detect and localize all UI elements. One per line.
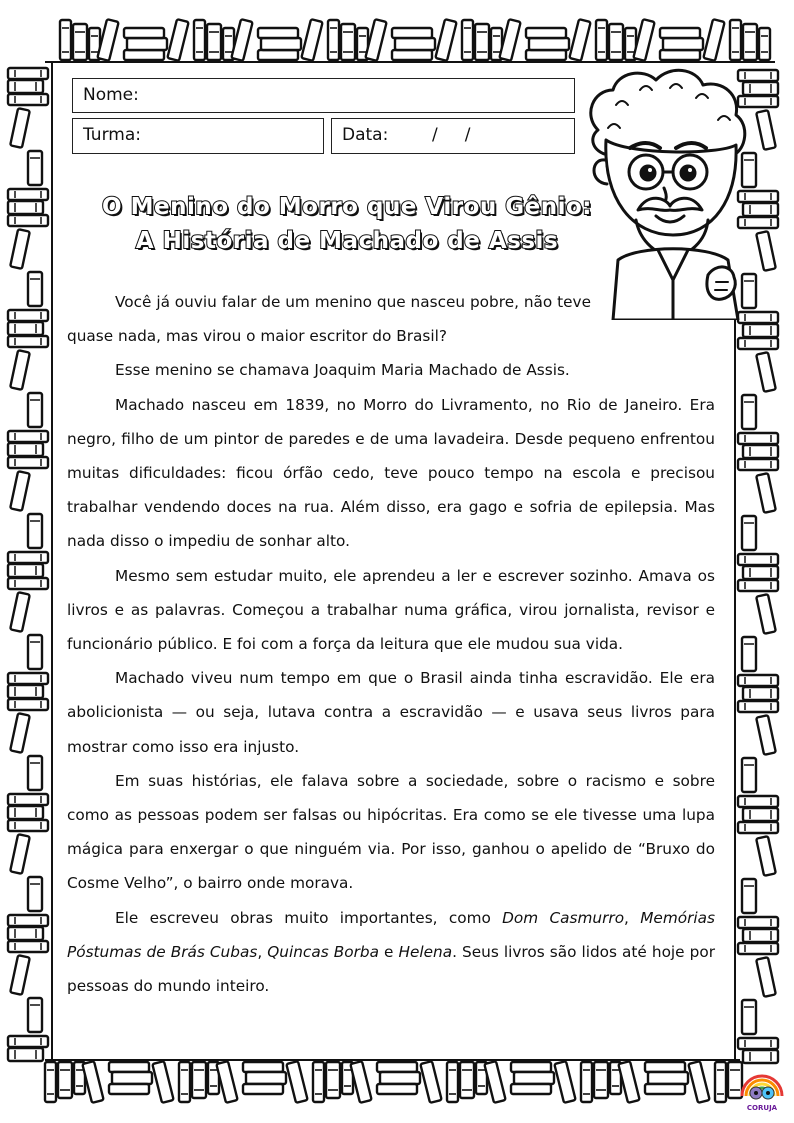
- border-book: [28, 756, 42, 790]
- border-book: [475, 24, 489, 60]
- border-book: [8, 94, 48, 105]
- border-book: [8, 806, 43, 819]
- border-book: [511, 1084, 551, 1094]
- border-book: [738, 917, 778, 928]
- border-book: [511, 1062, 551, 1072]
- border-book: [738, 822, 778, 833]
- border-book: [756, 473, 776, 513]
- border-book: [738, 554, 778, 565]
- border-book: [377, 1062, 417, 1072]
- border-book: [179, 1062, 190, 1102]
- border-book: [756, 594, 776, 634]
- border-book: [447, 1062, 458, 1102]
- border-book: [8, 699, 48, 710]
- border-book: [28, 151, 42, 185]
- border-book: [742, 879, 756, 913]
- story-text: [67, 285, 715, 1003]
- border-book: [462, 20, 473, 60]
- book-title-memorias-postumas: Memórias Póstumas de Brás Cubas: [67, 908, 715, 961]
- border-book: [392, 28, 432, 38]
- border-book: [743, 808, 778, 821]
- border-book: [526, 28, 566, 38]
- separator: ,: [257, 942, 268, 961]
- border-book: [645, 1062, 685, 1072]
- border-book: [514, 1072, 554, 1084]
- border-book: [703, 19, 724, 61]
- border-book: [738, 1038, 778, 1049]
- class-field[interactable]: [72, 118, 324, 154]
- paragraph-7-outro: . Seus livros são lidos até hoje por pessoas do mundo inteiro.: [67, 942, 715, 996]
- border-book: [743, 687, 778, 700]
- paragraph-5: Machado viveu num tempo em que o Brasil ainda tinha escravidão. Ele era abolicionista — ou seja, lutava contra a escravidão — e usava seus livros para mostrar como isso era injusto.: [67, 669, 715, 756]
- border-book: [8, 322, 43, 335]
- border-book: [756, 352, 776, 392]
- paragraph-2: Esse menino se chamava Joaquim Maria Machado de Assis.: [115, 361, 570, 380]
- border-book: [8, 673, 48, 684]
- border-book: [10, 229, 30, 269]
- border-book: [738, 943, 778, 954]
- border-book: [460, 1062, 474, 1098]
- border-book: [609, 24, 623, 60]
- border-book: [192, 1062, 206, 1098]
- border-book: [243, 1062, 283, 1072]
- border-book: [73, 24, 87, 60]
- border-book: [743, 445, 778, 458]
- border-book: [109, 1062, 149, 1072]
- mascot-illustration: [578, 60, 778, 320]
- border-book: [738, 338, 778, 349]
- border-book: [743, 324, 778, 337]
- border-book: [8, 578, 48, 589]
- border-book: [377, 1084, 417, 1094]
- border-book: [738, 580, 778, 591]
- paragraph-7: [67, 901, 715, 1004]
- separator: ,: [624, 908, 641, 927]
- border-book: [660, 50, 700, 60]
- border-book: [243, 1084, 283, 1094]
- logo-text: CORUJA: [746, 1104, 778, 1112]
- border-book: [28, 514, 42, 548]
- date-label: Data:: [342, 125, 389, 145]
- border-book: [112, 1072, 152, 1084]
- border-book: [648, 1072, 688, 1084]
- border-book: [738, 796, 778, 807]
- border-book: [594, 1062, 608, 1098]
- border-book: [194, 20, 205, 60]
- book-title-dom-casmurro: Dom Casmurro: [502, 908, 625, 927]
- border-book: [109, 1084, 149, 1094]
- border-book: [28, 635, 42, 669]
- border-book: [380, 1072, 420, 1084]
- border-book: [756, 715, 776, 755]
- border-book: [8, 189, 48, 200]
- border-book: [663, 38, 703, 50]
- border-book: [60, 20, 71, 60]
- border-book: [261, 38, 301, 50]
- book-title-quincas-borba: Quincas Borba: [267, 942, 379, 961]
- border-book: [715, 1062, 726, 1102]
- paragraph-7-intro: Ele escreveu obras muito importantes, como: [115, 908, 503, 927]
- border-book: [10, 713, 30, 753]
- border-book: [554, 1061, 575, 1103]
- border-book: [8, 215, 48, 226]
- border-book: [301, 19, 322, 61]
- border-book: [258, 28, 298, 38]
- border-book: [207, 24, 221, 60]
- border-book: [8, 336, 48, 347]
- owl-logo-icon: [738, 1066, 786, 1112]
- border-book: [8, 794, 48, 805]
- border-book: [45, 1062, 56, 1102]
- border-book: [246, 1072, 286, 1084]
- border-book: [8, 431, 48, 442]
- border-book: [688, 1061, 709, 1103]
- border-book: [258, 50, 298, 60]
- border-book: [738, 459, 778, 470]
- border-book: [743, 566, 778, 579]
- border-book: [8, 1036, 48, 1047]
- border-book: [742, 758, 756, 792]
- title-line-1: O Menino do Morro que Virou Gênio:: [102, 194, 592, 220]
- border-book: [742, 637, 756, 671]
- border-book: [326, 1062, 340, 1098]
- border-book: [759, 28, 770, 60]
- border-book: [28, 877, 42, 911]
- border-book: [152, 1061, 173, 1103]
- border-book: [392, 50, 432, 60]
- border-book: [10, 471, 30, 511]
- border-book: [8, 457, 48, 468]
- border-book: [8, 820, 48, 831]
- border-book: [435, 19, 456, 61]
- border-book: [10, 834, 30, 874]
- border-book: [8, 68, 48, 79]
- border-book: [529, 38, 569, 50]
- border-book: [569, 19, 590, 61]
- border-book: [526, 50, 566, 60]
- border-book: [8, 310, 48, 321]
- border-book: [10, 350, 30, 390]
- border-book: [395, 38, 435, 50]
- paragraph-6: Em suas histórias, ele falava sobre a sociedade, sobre o racismo e sobre como as pessoas podem ser falsas ou hipócritas. Era como se ele tivesse uma lupa mágica para enxergar o que ninguém via. Por isso, ganhou o apelido de “Bruxo do Cosme Velho”, o bairro onde morava.: [67, 771, 715, 893]
- title-line-2: A História de Machado de Assis: [135, 228, 559, 254]
- border-book: [420, 1061, 441, 1103]
- border-book: [743, 929, 778, 942]
- border-book: [8, 685, 43, 698]
- border-book: [10, 592, 30, 632]
- page-title: [72, 190, 622, 258]
- book-title-helena: Helena: [398, 942, 453, 961]
- border-book: [738, 433, 778, 444]
- border-book: [167, 19, 188, 61]
- border-book: [127, 38, 167, 50]
- border-book: [58, 1062, 72, 1098]
- paragraph-3: Machado nasceu em 1839, no Morro do Livramento, no Rio de Janeiro. Era negro, filho de um pintor de paredes e de uma lavadeira. Desde pequeno enfrentou muitas dificuldades: ficou órfão cedo, teve pouco tempo na escola e precisou trabalhar vendendo doces na rua. Além disso, era gago e sofria de epilepsia. Mas nada disso o impediu de sonhar alto.: [67, 395, 715, 551]
- border-book: [10, 108, 30, 148]
- date-slashes: / /: [432, 125, 471, 145]
- border-book: [28, 998, 42, 1032]
- class-label: Turma:: [83, 125, 141, 145]
- border-book: [743, 24, 757, 60]
- date-field[interactable]: [331, 118, 575, 154]
- border-book: [756, 957, 776, 997]
- border-book: [660, 28, 700, 38]
- border-book: [743, 1050, 778, 1063]
- border-book: [8, 1048, 43, 1061]
- border-book: [8, 915, 48, 926]
- paragraph-1: Você já ouviu falar de um menino que nasceu pobre, não teve: [115, 293, 591, 311]
- border-book: [596, 20, 607, 60]
- border-book: [742, 395, 756, 429]
- border-book: [8, 941, 48, 952]
- border-book: [756, 836, 776, 876]
- border-book: [8, 443, 43, 456]
- border-book: [8, 564, 43, 577]
- border-book: [738, 701, 778, 712]
- border-book: [738, 675, 778, 686]
- border-book: [124, 28, 164, 38]
- border-book: [28, 393, 42, 427]
- border-book: [10, 955, 30, 995]
- border-book: [341, 24, 355, 60]
- border-book: [8, 552, 48, 563]
- separator: e: [378, 942, 399, 961]
- border-book: [8, 927, 43, 940]
- paragraph-4: Mesmo sem estudar muito, ele aprendeu a ler e escrever sozinho. Amava os livros e as palavras. Começou a trabalhar numa gráfica, virou jornalista, revisor e funcionário público. E foi com a força da leitura que ele mudou sua vida.: [67, 566, 715, 654]
- border-book: [28, 272, 42, 306]
- name-field[interactable]: [72, 78, 575, 113]
- border-book: [313, 1062, 324, 1102]
- border-book: [124, 50, 164, 60]
- border-book: [645, 1084, 685, 1094]
- border-book: [581, 1062, 592, 1102]
- border-book: [8, 201, 43, 214]
- border-book: [328, 20, 339, 60]
- border-book: [742, 1000, 756, 1034]
- border-book: [286, 1061, 307, 1103]
- border-book: [730, 20, 741, 60]
- border-book: [8, 80, 43, 93]
- paragraph-1-continued: quase nada, mas virou o maior escritor do Brasil?: [67, 327, 447, 346]
- name-label: Nome:: [83, 85, 139, 105]
- border-book: [742, 516, 756, 550]
